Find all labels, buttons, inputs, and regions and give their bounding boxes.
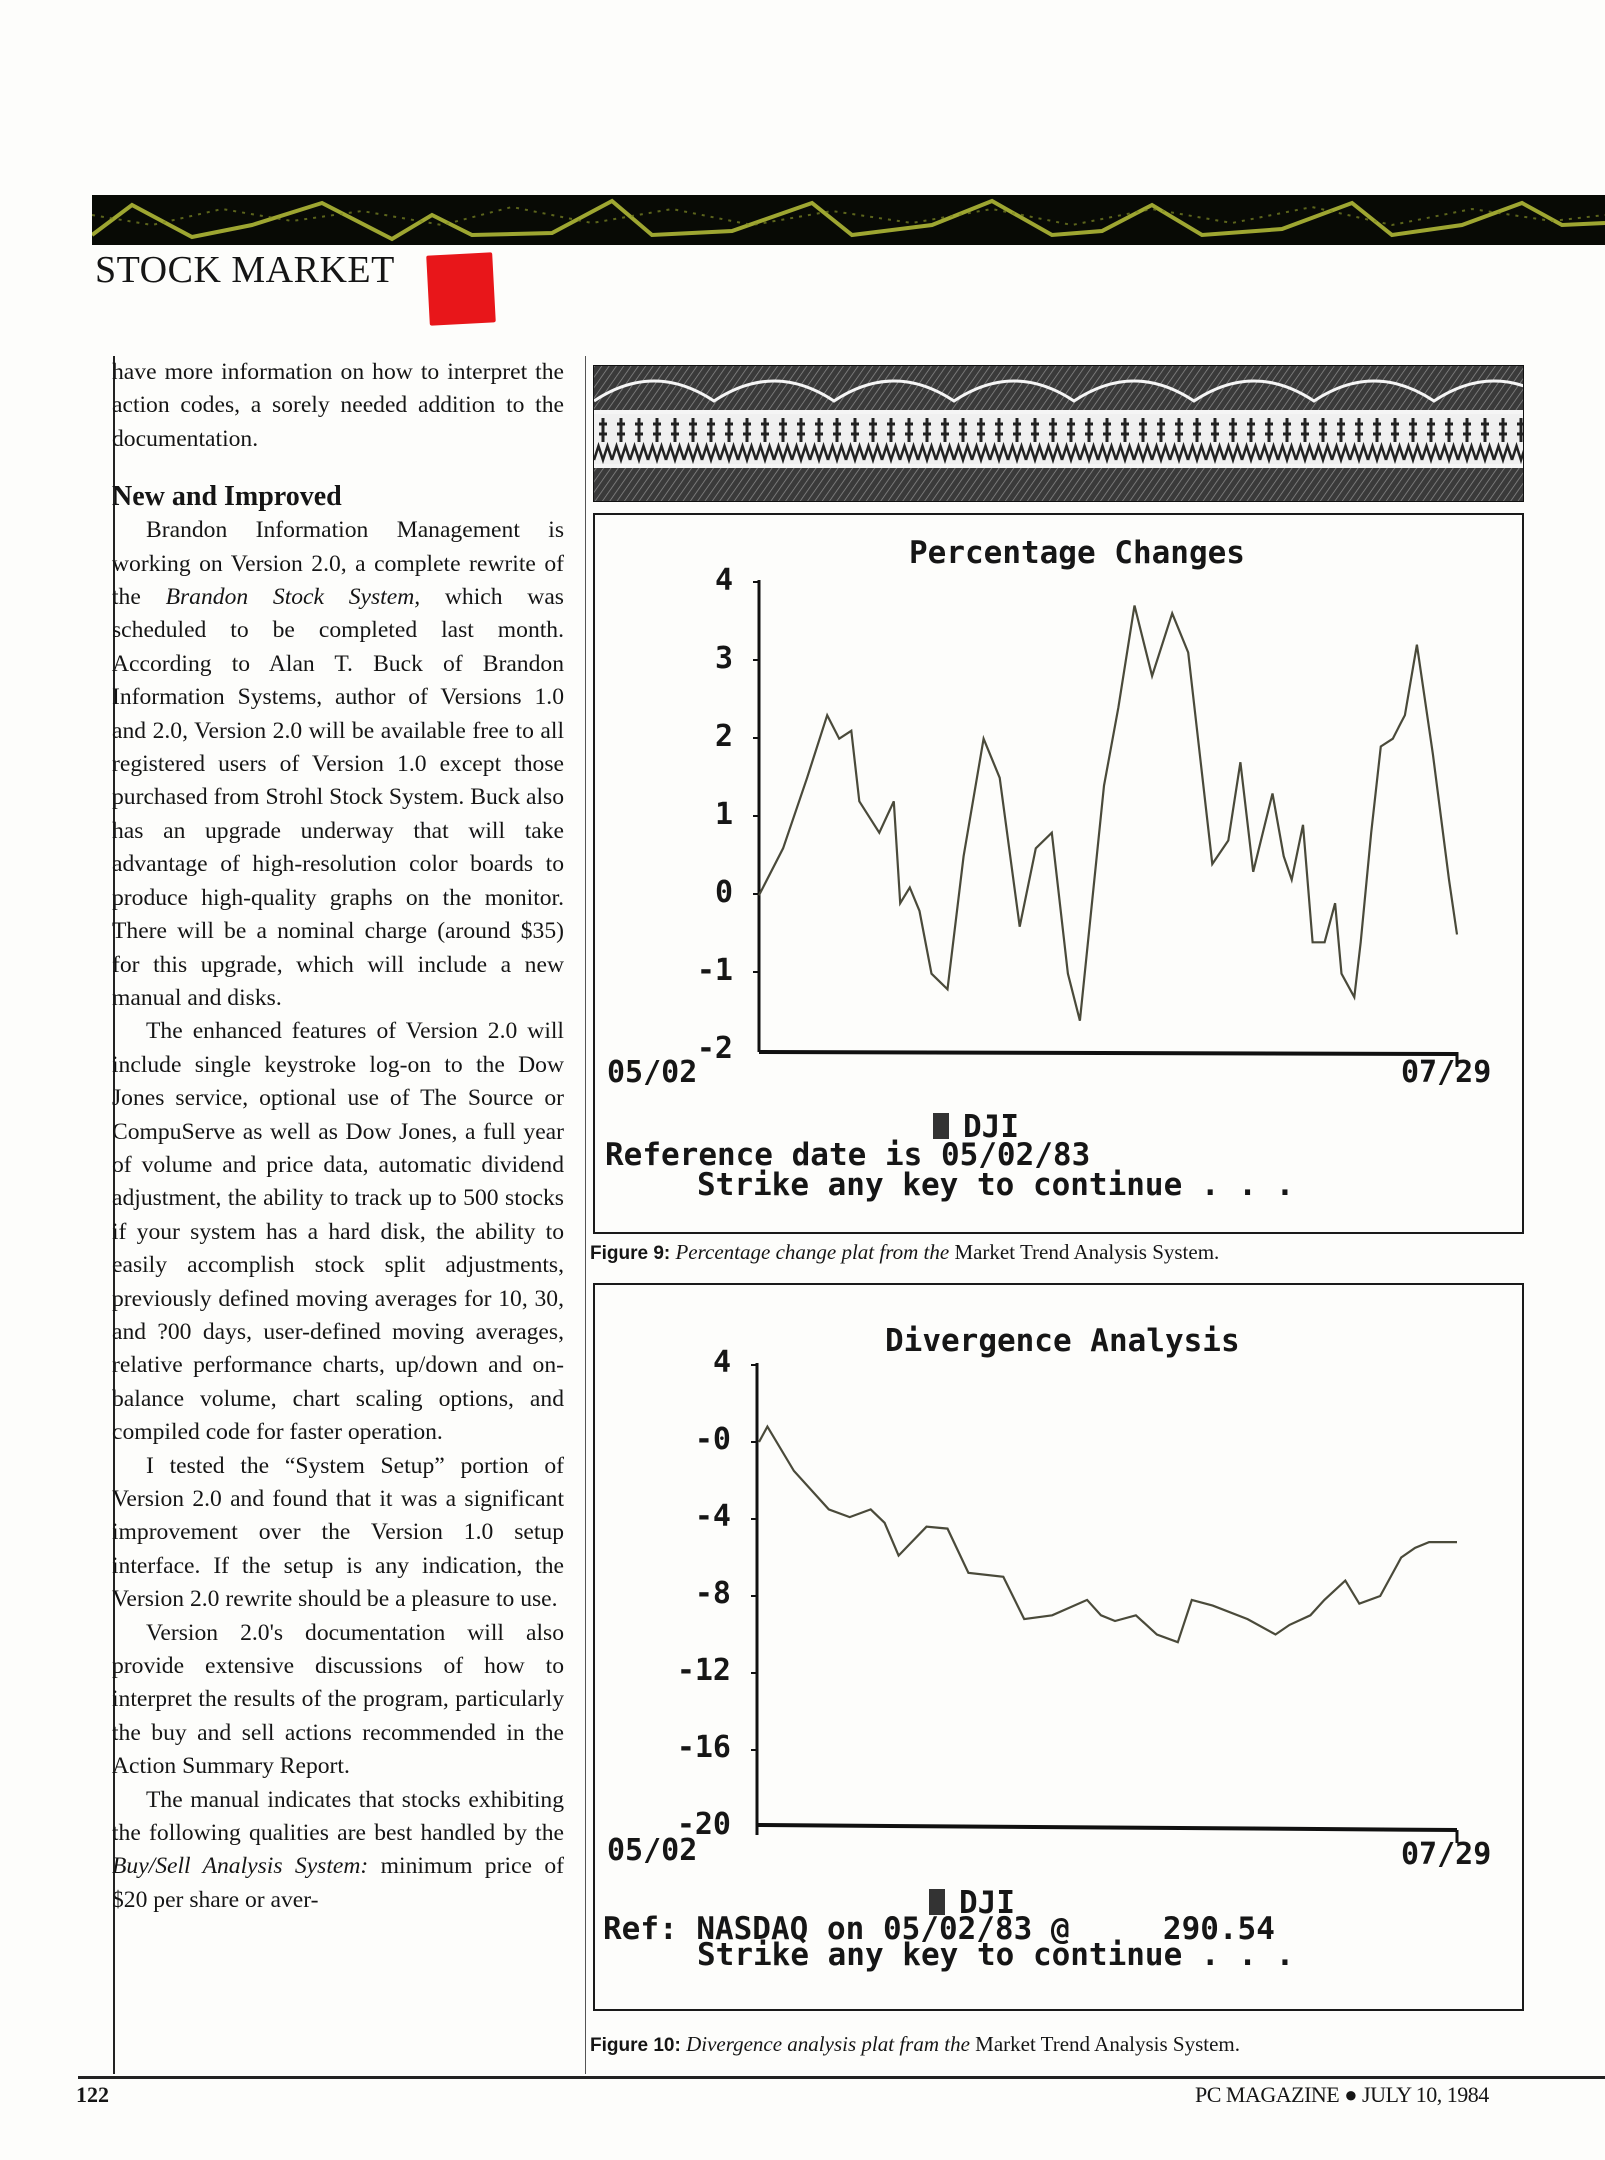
paragraph [112, 1784, 564, 1918]
y-tick-label: 4 [714, 563, 733, 598]
footer-rule [78, 2076, 1605, 2079]
figure-9-caption [590, 1240, 1219, 1265]
product-name: Buy/Sell Analysis System: [112, 1853, 369, 1880]
percentage-change-line-plot [595, 515, 1522, 1232]
zigzag-chart-decoration-icon [92, 195, 1605, 245]
reference-line: Ref: NASDAQ on 05/02/83 @ 290.54 [603, 1911, 1275, 1947]
figure-9-screen [593, 513, 1524, 1234]
x-end-label: 07/29 [1401, 1837, 1492, 1872]
paragraph: The enhanced features of Version 2.0 will include single keystroke log-on to the Dow Jones service, optional use of The Source or CompuServe as well as Dow Jones, a full year of volume and price data, automatic dividend adjustment, the ability to track up to 500 stocks if your system has a hard disk, the ability to easily accomplish stock split adjustments, previously defined moving averages for 10, 30, and ?00 days, user-defined moving averages, relative performance charts, up/down and on-balance volume, chart scaling options, and compiled code for faster operation. [112, 1018, 564, 1446]
y-tick-label: -8 [694, 1576, 731, 1611]
reference-date-line: Reference date is 05/02/83 [605, 1137, 1091, 1173]
y-tick-label: -2 [696, 1031, 733, 1066]
y-tick-label: 3 [714, 641, 733, 676]
y-tick-label: -1 [696, 953, 733, 988]
paragraph: I tested the “System Setup” portion of Version 2.0 and found that it was a significant improvement over the Version 1.0 setup interface. If the setup is any indication, the Version 2.0 rewrite should be a pleasure to use. [112, 1452, 564, 1613]
paragraph: have more information on how to interpret the action codes, a sorely needed addition to the documentation. [112, 359, 564, 452]
publication-line: PC MAGAZINE ● JULY 10, 1984 [1195, 2082, 1489, 2107]
y-tick-label: 1 [714, 797, 733, 832]
legend-swatch-icon [933, 1113, 949, 1139]
y-tick-label: 0 [714, 875, 733, 910]
chart-title: Divergence Analysis [885, 1323, 1240, 1359]
y-tick-label: -0 [694, 1422, 731, 1457]
section-title: STOCK MARKET [95, 249, 395, 291]
y-tick-label: -12 [676, 1653, 731, 1688]
y-tick-label: -4 [694, 1499, 731, 1534]
header-banner [92, 195, 1605, 245]
paragraph-text: which was scheduled to be completed last month. According to Alan T. Buck of Brandon Information Systems, author of Versions 1.0 and 2.0, Version 2.0 will be available free to all registered users of Version 1.0 except those purchased from Strohl Stock System. Buck also has an upgrade underway that will take advantage of high-resolution color boards to produce high-quality graphs on the monitor. There will be a nominal charge (around $35) for this upgrade, which will include a new manual and disks. [112, 584, 564, 1011]
page-number: 122 [76, 2082, 109, 2107]
figure-10-caption [590, 2032, 1240, 2057]
figure-10-screen [593, 1283, 1524, 2011]
section-marker-red-square [426, 252, 496, 325]
paragraph-text: The manual indicates that stocks exhibiting the following qualities are best handled by the [112, 1786, 564, 1847]
caption-italic: Divergence analysis plat fram the [680, 2032, 970, 2056]
caption-label: Figure 10: [590, 2035, 681, 2056]
caption-text: Market Trend Analysis System. [949, 1240, 1220, 1264]
y-tick-label: -20 [676, 1807, 731, 1842]
article-body [112, 356, 564, 1917]
x-end-label: 07/29 [1401, 1055, 1492, 1090]
paragraph [112, 514, 564, 1015]
legend-label: DJI [959, 1885, 1015, 1921]
product-name: Brandon Stock System, [165, 584, 421, 611]
continue-prompt: Strike any key to continue . . . [697, 1937, 1295, 1973]
caption-text: Market Trend Analysis System. [969, 2032, 1240, 2056]
paragraph-text: minimum price of $20 per share or aver- [112, 1853, 564, 1913]
x-start-label: 05/02 [607, 1055, 698, 1090]
continue-prompt: Strike any key to continue . . . [697, 1167, 1295, 1203]
caption-label: Figure 9: [590, 1243, 671, 1264]
decorative-engraved-band [593, 365, 1524, 502]
paragraph: Version 2.0's documentation will also provide extensive discussions of how to interpret the results of the program, particularly the buy and sell actions recommended in the Action Summary Report. [112, 1619, 564, 1780]
y-tick-label: 4 [712, 1345, 731, 1380]
x-start-label: 05/02 [607, 1833, 698, 1868]
y-tick-label: 2 [714, 719, 733, 754]
ornament-pattern-icon [594, 366, 1523, 501]
paragraph-text: Brandon Information Management is working on Version 2.0, a complete rewrite of the [112, 517, 564, 611]
subheading: New and Improved [112, 481, 342, 513]
legend-label: DJI [963, 1109, 1019, 1145]
chart-title: Percentage Changes [909, 535, 1245, 571]
y-tick-label: -16 [676, 1730, 731, 1765]
column-divider [585, 356, 586, 2074]
divergence-line-plot [595, 1285, 1522, 2009]
caption-italic: Percentage change plat from the [670, 1240, 950, 1264]
